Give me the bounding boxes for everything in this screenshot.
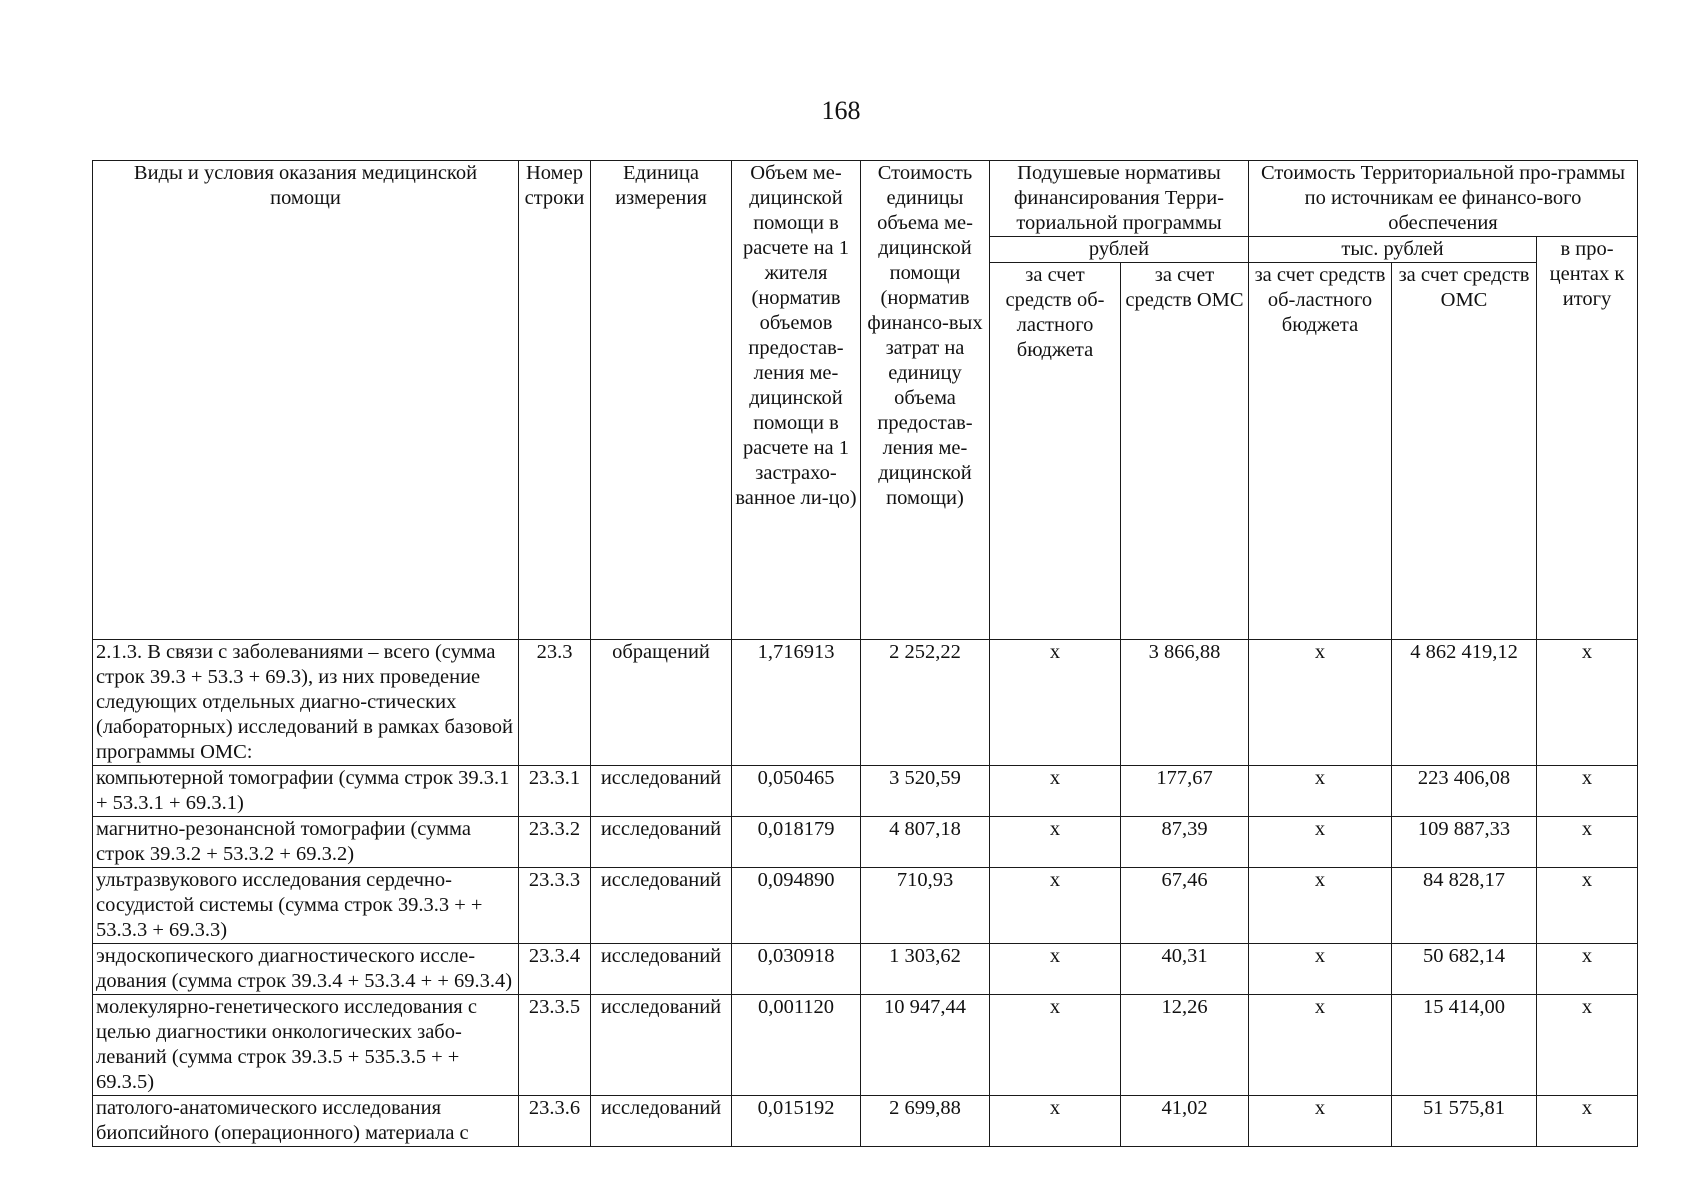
header-row-number: Номер строки bbox=[519, 161, 591, 640]
row-number: 23.3.4 bbox=[519, 944, 591, 995]
row-unit-cost: 2 252,22 bbox=[861, 640, 990, 766]
row-unit: исследований bbox=[591, 995, 732, 1096]
row-volume: 0,015192 bbox=[732, 1096, 861, 1147]
row-per-capita-budget: х bbox=[990, 868, 1121, 944]
row-total-budget: х bbox=[1249, 868, 1392, 944]
row-volume: 0,001120 bbox=[732, 995, 861, 1096]
row-total-oms: 84 828,17 bbox=[1392, 868, 1537, 944]
row-unit: обращений bbox=[591, 640, 732, 766]
header-oms-2: за счет средств ОМС bbox=[1392, 263, 1537, 640]
row-per-capita-budget: х bbox=[990, 1096, 1121, 1147]
row-description: патолого-анатомического исследования биопсийного (операционного) материала с bbox=[93, 1096, 519, 1147]
row-volume: 0,094890 bbox=[732, 868, 861, 944]
financing-table bbox=[92, 160, 1638, 1147]
row-total-budget: х bbox=[1249, 995, 1392, 1096]
row-unit: исследований bbox=[591, 766, 732, 817]
row-unit: исследований bbox=[591, 817, 732, 868]
table-row bbox=[93, 766, 1638, 817]
row-per-capita-oms: 3 866,88 bbox=[1121, 640, 1249, 766]
row-per-capita-oms: 40,31 bbox=[1121, 944, 1249, 995]
row-percent: х bbox=[1537, 995, 1638, 1096]
row-unit-cost: 3 520,59 bbox=[861, 766, 990, 817]
row-per-capita-budget: х bbox=[990, 640, 1121, 766]
row-volume: 0,018179 bbox=[732, 817, 861, 868]
row-per-capita-oms: 177,67 bbox=[1121, 766, 1249, 817]
row-percent: х bbox=[1537, 817, 1638, 868]
row-volume: 1,716913 bbox=[732, 640, 861, 766]
row-per-capita-budget: х bbox=[990, 995, 1121, 1096]
row-description: ультразвукового исследования сердечно-сосудистой системы (сумма строк 39.3.3 + + 53.3.3 + 69.3.3) bbox=[93, 868, 519, 944]
row-total-oms: 109 887,33 bbox=[1392, 817, 1537, 868]
row-per-capita-budget: х bbox=[990, 944, 1121, 995]
header-oms-1: за счет средств ОМС bbox=[1121, 263, 1249, 640]
row-description: компьютерной томографии (сумма строк 39.3.1 + 53.3.1 + 69.3.1) bbox=[93, 766, 519, 817]
row-number: 23.3.3 bbox=[519, 868, 591, 944]
row-volume: 0,030918 bbox=[732, 944, 861, 995]
row-per-capita-budget: х bbox=[990, 766, 1121, 817]
row-unit-cost: 1 303,62 bbox=[861, 944, 990, 995]
row-number: 23.3.2 bbox=[519, 817, 591, 868]
row-total-oms: 15 414,00 bbox=[1392, 995, 1537, 1096]
row-percent: х bbox=[1537, 766, 1638, 817]
row-description: 2.1.3. В связи с заболеваниями – всего (сумма строк 39.3 + 53.3 + 69.3), из них проведение следующих отдельных диагно-стических (лабораторных) исследований в рамках базовой программы ОМС: bbox=[93, 640, 519, 766]
row-total-budget: х bbox=[1249, 944, 1392, 995]
header-unit-cost: Стоимость единицы объема ме-дицинской помощи (норматив финансо-вых затрат на единицу объема предостав-ления ме-дицинской помощи) bbox=[861, 161, 990, 640]
row-unit-cost: 10 947,44 bbox=[861, 995, 990, 1096]
header-regional-budget-2: за счет средств об-ластного бюджета bbox=[1249, 263, 1392, 640]
row-unit-cost: 4 807,18 bbox=[861, 817, 990, 868]
row-volume: 0,050465 bbox=[732, 766, 861, 817]
row-total-budget: х bbox=[1249, 640, 1392, 766]
header-types: Виды и условия оказания медицинской помощи bbox=[93, 161, 519, 640]
header-per-capita: Подушевые нормативы финансирования Терри-ториальной программы bbox=[990, 161, 1249, 237]
row-unit: исследований bbox=[591, 1096, 732, 1147]
row-total-oms: 223 406,08 bbox=[1392, 766, 1537, 817]
header-volume: Объем ме-дицинской помощи в расчете на 1 жителя (норматив объемов предостав-ления ме-дицинской помощи в расчете на 1 застрахо-ванное ли-цо) bbox=[732, 161, 861, 640]
row-number: 23.3.1 bbox=[519, 766, 591, 817]
row-total-oms: 51 575,81 bbox=[1392, 1096, 1537, 1147]
page-number: 168 bbox=[821, 96, 861, 125]
row-number: 23.3.5 bbox=[519, 995, 591, 1096]
row-total-oms: 50 682,14 bbox=[1392, 944, 1537, 995]
table-header bbox=[93, 161, 1638, 640]
row-per-capita-oms: 41,02 bbox=[1121, 1096, 1249, 1147]
row-per-capita-oms: 87,39 bbox=[1121, 817, 1249, 868]
table-row bbox=[93, 868, 1638, 944]
row-percent: х bbox=[1537, 944, 1638, 995]
row-total-budget: х bbox=[1249, 1096, 1392, 1147]
row-per-capita-oms: 12,26 bbox=[1121, 995, 1249, 1096]
table-row bbox=[93, 995, 1638, 1096]
row-total-budget: х bbox=[1249, 817, 1392, 868]
row-unit-cost: 710,93 bbox=[861, 868, 990, 944]
row-unit: исследований bbox=[591, 868, 732, 944]
row-unit: исследований bbox=[591, 944, 732, 995]
row-total-budget: х bbox=[1249, 766, 1392, 817]
table-row bbox=[93, 640, 1638, 766]
row-total-oms: 4 862 419,12 bbox=[1392, 640, 1537, 766]
header-program-cost: Стоимость Территориальной про-граммы по источникам ее финансо-вого обеспечения bbox=[1249, 161, 1638, 237]
header-regional-budget-1: за счет средств об-ластного бюджета bbox=[990, 263, 1121, 640]
row-number: 23.3 bbox=[519, 640, 591, 766]
row-percent: х bbox=[1537, 1096, 1638, 1147]
row-description: магнитно-резонансной томографии (сумма строк 39.3.2 + 53.3.2 + 69.3.2) bbox=[93, 817, 519, 868]
table-row bbox=[93, 1096, 1638, 1147]
row-number: 23.3.6 bbox=[519, 1096, 591, 1147]
header-rubles: рублей bbox=[990, 237, 1249, 263]
row-percent: х bbox=[1537, 640, 1638, 766]
row-unit-cost: 2 699,88 bbox=[861, 1096, 990, 1147]
header-percent: в про-центах к итогу bbox=[1537, 237, 1638, 640]
table-row bbox=[93, 944, 1638, 995]
row-per-capita-oms: 67,46 bbox=[1121, 868, 1249, 944]
row-percent: х bbox=[1537, 868, 1638, 944]
table-row bbox=[93, 817, 1638, 868]
row-description: молекулярно-генетического исследования с целью диагностики онкологических забо-леваний (сумма строк 39.3.5 + 535.3.5 + + 69.3.5) bbox=[93, 995, 519, 1096]
row-per-capita-budget: х bbox=[990, 817, 1121, 868]
header-unit: Единица измерения bbox=[591, 161, 732, 640]
header-thousand-rubles: тыс. рублей bbox=[1249, 237, 1537, 263]
row-description: эндоскопического диагностического иссле-дования (сумма строк 39.3.4 + 53.3.4 + + 69.3.4) bbox=[93, 944, 519, 995]
table-body bbox=[93, 640, 1638, 1147]
